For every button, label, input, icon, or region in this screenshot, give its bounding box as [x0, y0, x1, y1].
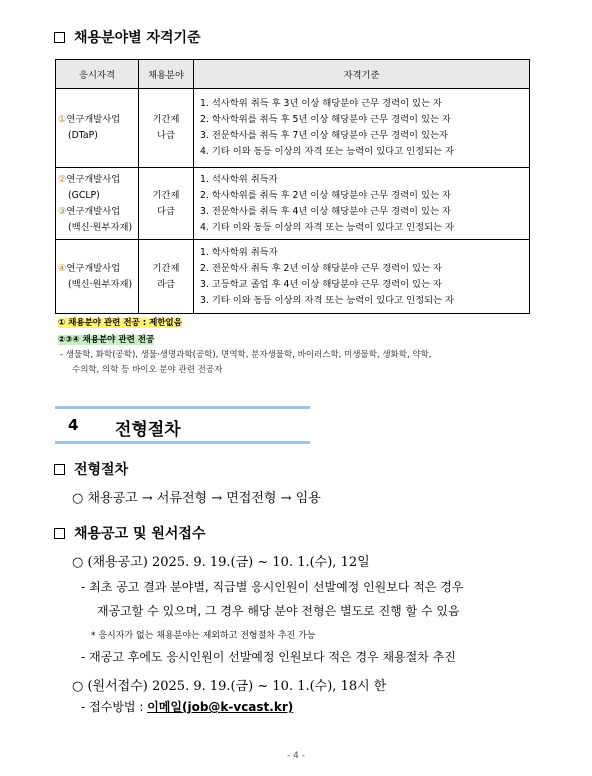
criteria-item: 1. 석사학위 취득자 — [200, 173, 278, 185]
note-text: ① 채용분야 관련 전공 : 제한없음 — [58, 318, 182, 328]
qualification-sub: (백신·원부자재) — [68, 221, 133, 233]
criteria-cell — [194, 89, 530, 168]
note-text: ②③④ 채용분야 관련 전공 — [58, 335, 155, 345]
qualification-cell — [56, 89, 139, 168]
procedure-flow: ○ 채용공고 → 서류전형 → 면접전형 → 임용 — [72, 491, 321, 506]
field-type: 기간제 — [152, 114, 180, 125]
criteria-item: 3. 전문학사를 취득 후 7년 이상 해당분야 근무 경력이 있는자 — [200, 130, 448, 141]
reannounce-note-line2: 재공고할 수 있으며, 그 경우 해당 분야 전형은 별도로 진행 할 수 있음 — [97, 604, 460, 618]
checkbox-square-icon — [54, 528, 65, 539]
header-qualification: 응시자격 — [56, 60, 139, 89]
criteria-cell — [194, 168, 530, 240]
field-cell — [139, 240, 194, 314]
table-row — [56, 89, 530, 168]
qualification-table — [55, 59, 530, 314]
qualification-sub: (GCLP) — [68, 189, 100, 201]
qualification-name: 연구개발사업 — [66, 114, 121, 125]
note-major-unrestricted — [58, 316, 182, 328]
majors-list-line1: - 생물학, 화학(공학), 생물·생명과학(공학), 면역학, 분자생물학, 바이러스학, 미생물학, 생화학, 약학, — [60, 350, 432, 360]
field-cell — [139, 89, 194, 168]
field-type: 기간제 — [152, 262, 180, 274]
criteria-item: 2. 전문학사 취득 후 2년 이상 해당분야 근무 경력이 있는 자 — [200, 262, 442, 274]
field-grade: 다급 — [157, 205, 175, 217]
circled-number: ② — [58, 173, 67, 185]
qualification-sub: (백신·원부자재) — [68, 278, 133, 290]
announcement-period: ○ (채용공고) 2025. 9. 19.(금) ~ 10. 1.(수), 12일 — [72, 555, 370, 570]
table-header-row — [56, 60, 530, 89]
qualification-name: 연구개발사업 — [66, 205, 121, 217]
criteria-item: 2. 학사학위를 취득 후 5년 이상 해당분야 근무 경력이 있는 자 — [200, 114, 451, 125]
application-method — [81, 698, 293, 715]
reannounce-procedure: - 재공고 후에도 응시인원이 선발예정 인원보다 적은 경우 채용절차 추진 — [81, 650, 456, 664]
note-major-related — [58, 333, 154, 345]
email-link[interactable]: 이메일(job@k-vcast.kr) — [147, 700, 294, 714]
criteria-item: 3. 고등학교 졸업 후 4년 이상 해당분야 근무 경력이 있는 자 — [200, 278, 442, 290]
criteria-item: 1. 석사학위 취득 후 3년 이상 해당분야 근무 경력이 있는 자 — [200, 98, 442, 109]
qualification-name: 연구개발사업 — [66, 173, 121, 185]
table-row — [56, 168, 530, 240]
application-period: ○ (원서접수) 2025. 9. 19.(금) ~ 10. 1.(수), 18시 한 — [72, 679, 387, 694]
field-grade: 나급 — [157, 130, 175, 141]
step-title: 전형절차 — [115, 420, 181, 440]
criteria-item: 3. 전문학사를 취득 후 4년 이상 해당분야 근무 경력이 있는 자 — [200, 205, 451, 217]
field-grade: 라급 — [157, 278, 175, 290]
qualification-name: 연구개발사업 — [66, 262, 121, 274]
footnote-no-applicant: * 응시자가 없는 채용분야는 제외하고 전형절차 추진 가능 — [91, 631, 316, 641]
step-divider-top — [55, 406, 310, 409]
application-method-label: - 접수방법 : — [81, 700, 144, 714]
qualification-sub: (DTaP) — [68, 130, 98, 141]
qualification-cell — [56, 240, 139, 314]
page-number: - 4 - — [287, 751, 305, 761]
checkbox-square-icon — [54, 464, 65, 475]
table-row — [56, 240, 530, 314]
criteria-item: 4. 기타 이와 동등 이상의 자격 또는 능력이 있다고 인정되는 자 — [200, 221, 454, 233]
criteria-item: 1. 학사학위 취득자 — [200, 246, 278, 258]
section-title-procedure: 전형절차 — [54, 459, 128, 479]
field-type: 기간제 — [152, 189, 180, 201]
circled-number: ③ — [58, 205, 67, 217]
majors-list-line2: 수의학, 의학 등 바이오 분야 관련 전공자 — [72, 365, 223, 375]
section-title-qualifications: 채용분야별 자격기준 — [54, 27, 201, 47]
circled-number: ① — [58, 114, 67, 125]
header-field: 채용분야 — [139, 60, 194, 89]
qualification-cell — [56, 168, 139, 240]
reannounce-note-line1: - 최초 공고 결과 분야별, 직급별 응시인원이 선발예정 인원보다 적은 경우 — [81, 580, 464, 594]
criteria-item: 2. 학사학위를 취득 후 2년 이상 해당분야 근무 경력이 있는 자 — [200, 189, 451, 201]
criteria-item: 3. 기타 이와 동등 이상의 자격 또는 능력이 있다고 인정되는 자 — [200, 294, 454, 306]
section-title-announcement: 채용공고 및 원서접수 — [54, 523, 205, 543]
step-number: 4 — [68, 416, 79, 434]
checkbox-square-icon — [54, 32, 65, 43]
criteria-item: 4. 기타 이와 동등 이상의 자격 또는 능력이 있다고 인정되는 자 — [200, 146, 454, 157]
header-criteria: 자격기준 — [194, 60, 530, 89]
circled-number: ④ — [58, 262, 67, 274]
criteria-cell — [194, 240, 530, 314]
step-divider-bottom — [55, 441, 310, 444]
field-cell — [139, 168, 194, 240]
